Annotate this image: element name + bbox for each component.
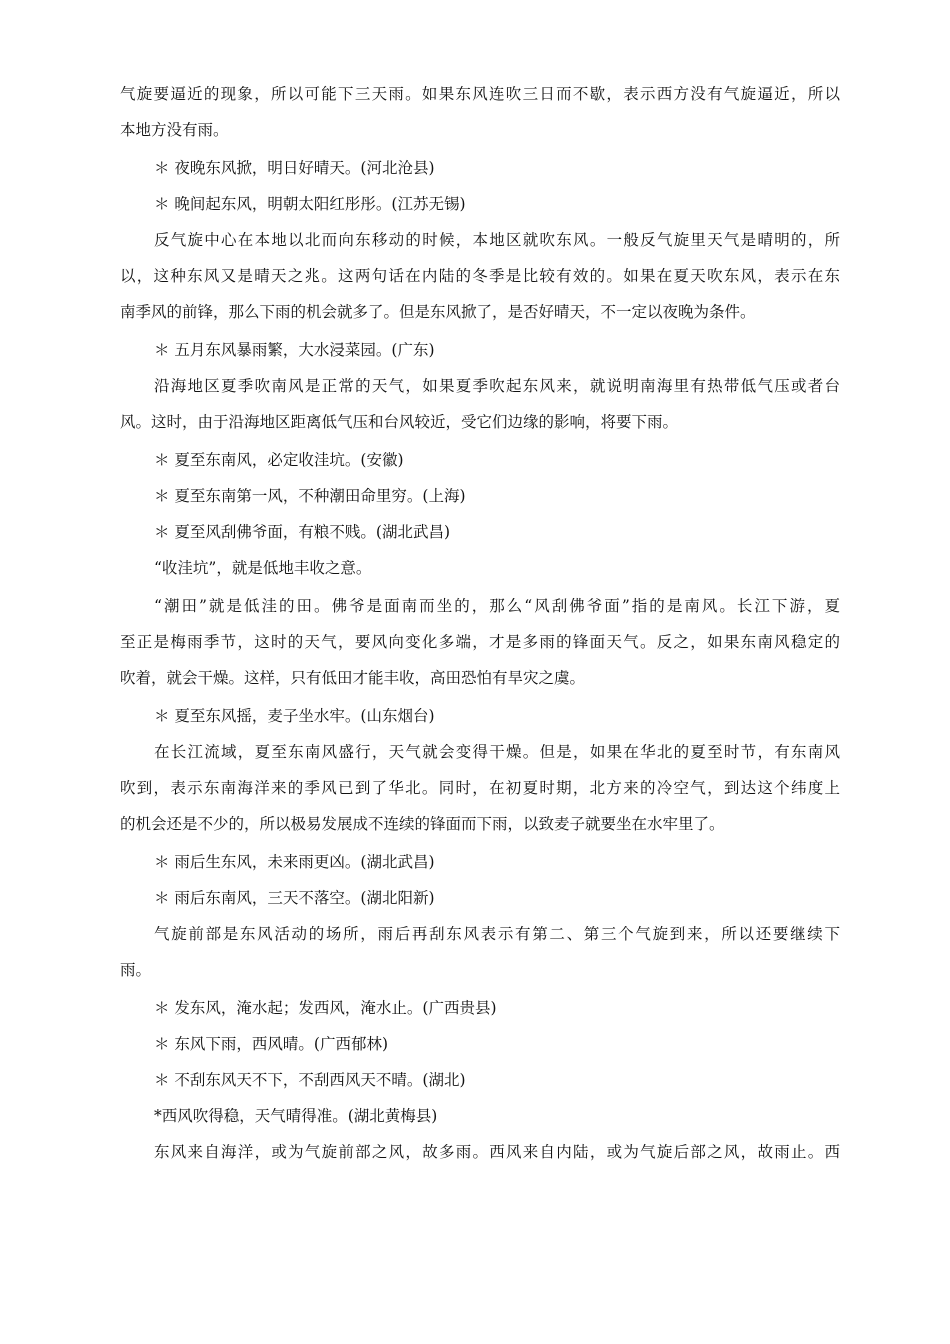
proverb-item: ＊ 雨后东南风，三天不落空。(湖北阳新) bbox=[154, 889, 435, 907]
text-line: 气旋前部是东风活动的场所，雨后再刮东风表示有第二、第三个气旋到来，所以还要继续下 bbox=[154, 925, 840, 943]
proverb-item: ＊ 夏至东南风，必定收洼坑。(安徽) bbox=[154, 451, 404, 469]
text-line: 气旋要逼近的现象，所以可能下三天雨。如果东风连吹三日而不歇，表示西方没有气旋逼近，所以 bbox=[120, 85, 840, 103]
text-line: 至正是梅雨季节，这时的天气，要风向变化多端，才是多雨的锋面天气。反之，如果东南风稳定的 bbox=[120, 633, 840, 651]
paragraph bbox=[120, 916, 840, 988]
proverb-item: ＊ 夏至东南第一风，不种潮田命里穷。(上海) bbox=[154, 487, 466, 505]
paragraph bbox=[120, 76, 840, 148]
proverb-item: ＊ 夜晚东风掀，明日好晴天。(河北沧县) bbox=[154, 159, 435, 177]
proverb-item: ＊ 夏至东风摇，麦子坐水牢。(山东烟台) bbox=[154, 707, 435, 725]
text-line: “收洼坑”，就是低地丰收之意。 bbox=[154, 559, 372, 577]
paragraph bbox=[120, 734, 840, 842]
proverb-item: ＊ 东风下雨，西风晴。(广西郁林) bbox=[154, 1035, 389, 1053]
proverb-item: ＊ 夏至风刮佛爷面，有粮不贱。(湖北武昌) bbox=[154, 523, 451, 541]
paragraph bbox=[120, 550, 840, 586]
text-line: 以，这种东风又是晴天之兆。这两句话在内陆的冬季是比较有效的。如果在夏天吹东风，表示在东 bbox=[120, 267, 840, 285]
proverb-item: ＊ 不刮东风天不下，不刮西风天不晴。(湖北) bbox=[154, 1071, 466, 1089]
text-line: 风。这时，由于沿海地区距离低气压和台风较近，受它们边缘的影响，将要下雨。 bbox=[120, 413, 679, 431]
paragraph bbox=[120, 1134, 840, 1170]
document-body bbox=[120, 76, 840, 1172]
paragraph bbox=[120, 588, 840, 696]
text-line: 在长江流域，夏至东南风盛行，天气就会变得干燥。但是，如果在华北的夏至时节，有东南风 bbox=[154, 743, 840, 761]
paragraph bbox=[120, 222, 840, 330]
text-line: 吹着，就会干燥。这样，只有低田才能丰收，高田恐怕有旱灾之虞。 bbox=[120, 669, 586, 687]
proverb-item: *西风吹得稳，天气晴得准。(湖北黄梅县) bbox=[154, 1107, 438, 1125]
text-line: 雨。 bbox=[120, 961, 152, 979]
text-line: “潮田”就是低洼的田。佛爷是面南而坐的，那么“风刮佛爷面”指的是南风。长江下游，夏 bbox=[154, 597, 840, 615]
text-line: 本地方没有雨。 bbox=[120, 121, 229, 139]
text-line: 东风来自海洋，或为气旋前部之风，故多雨。西风来自内陆，或为气旋后部之风，故雨止。西 bbox=[154, 1143, 840, 1161]
text-line: 南季风的前锋，那么下雨的机会就多了。但是东风掀了，是否好晴天，不一定以夜晚为条件。 bbox=[120, 303, 756, 321]
proverb-item: ＊ 五月东风暴雨繁，大水浸菜园。(广东) bbox=[154, 341, 435, 359]
proverb-item: ＊ 雨后生东风，未来雨更凶。(湖北武昌) bbox=[154, 853, 435, 871]
text-line: 反气旋中心在本地以北而向东移动的时候，本地区就吹东风。一般反气旋里天气是晴明的，所 bbox=[154, 231, 840, 249]
proverb-item: ＊ 晚间起东风，明朝太阳红彤彤。(江苏无锡) bbox=[154, 195, 466, 213]
text-line: 吹到，表示东南海洋来的季风已到了华北。同时，在初夏时期，北方来的冷空气，到达这个纬度上 bbox=[120, 779, 840, 797]
paragraph bbox=[120, 368, 840, 440]
text-line: 沿海地区夏季吹南风是正常的天气，如果夏季吹起东风来，就说明南海里有热带低气压或者台 bbox=[154, 377, 840, 395]
proverb-item: ＊ 发东风，淹水起；发西风，淹水止。(广西贵县) bbox=[154, 999, 497, 1017]
text-line: 的机会还是不少的，所以极易发展成不连续的锋面而下雨，以致麦子就要坐在水牢里了。 bbox=[120, 815, 725, 833]
